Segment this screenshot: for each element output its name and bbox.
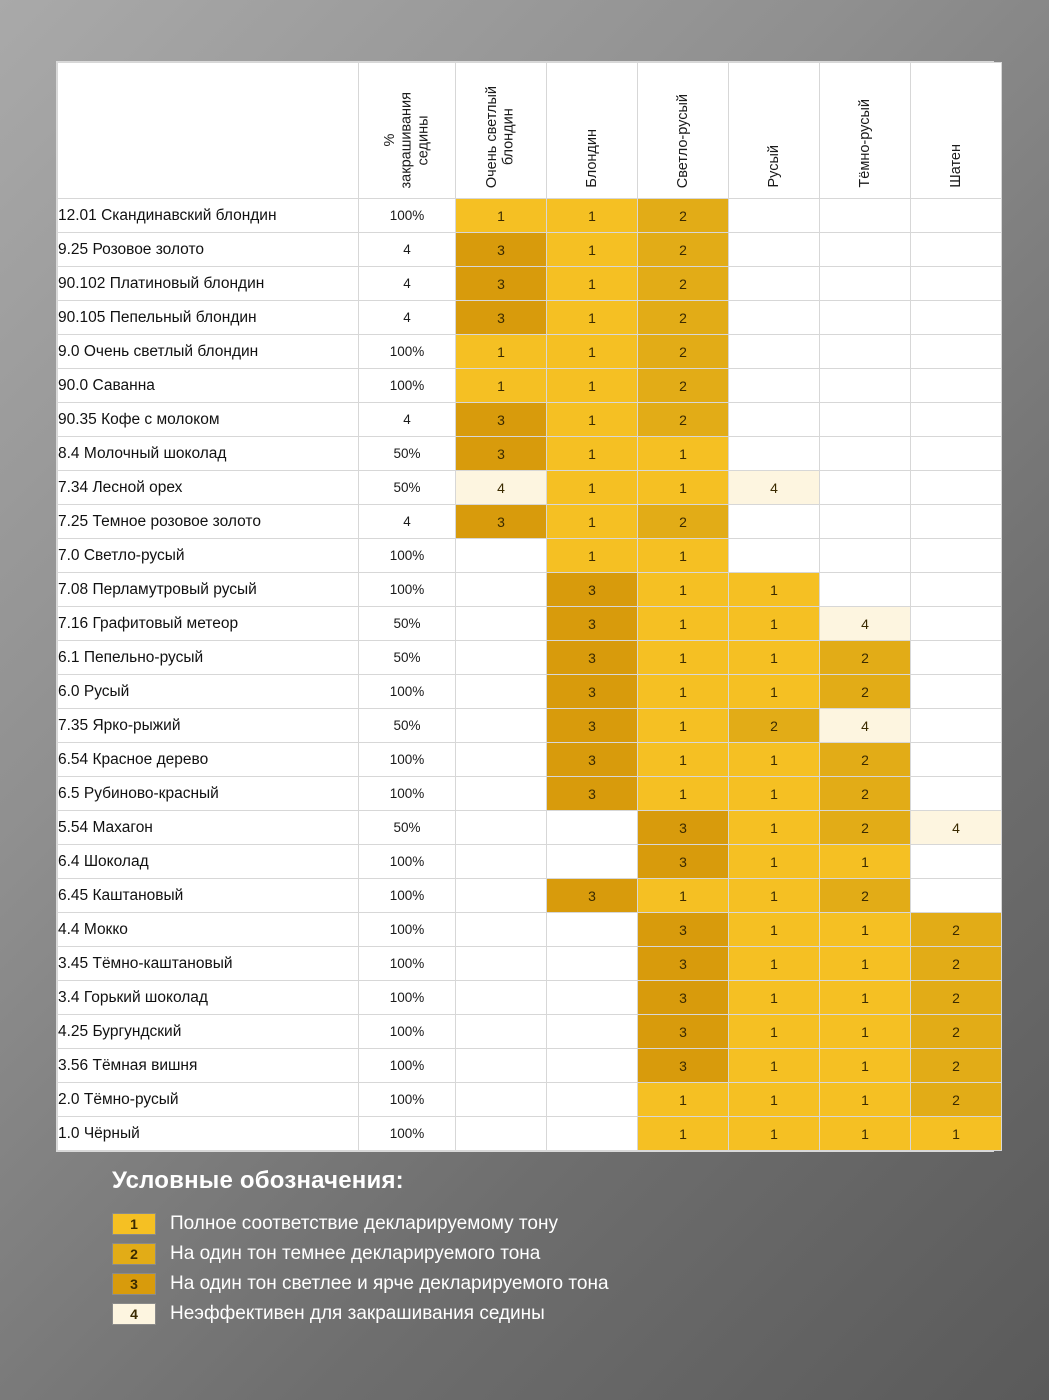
legend-swatch: 1 [112,1213,156,1235]
table-row [58,811,1002,845]
matrix-cell: 1 [729,1117,820,1151]
shade-name-cell: 4.4 Мокко [58,913,359,947]
matrix-cell [911,335,1002,369]
legend-rows [112,1209,972,1329]
gray-coverage-cell: 4 [359,403,456,437]
shade-name-cell: 9.25 Розовое золото [58,233,359,267]
header-chestnut [911,63,1002,199]
matrix-cell: 1 [820,1083,911,1117]
header-gray-coverage [359,63,456,199]
matrix-cell: 3 [456,301,547,335]
matrix-cell: 3 [456,403,547,437]
matrix-cell: 2 [638,301,729,335]
matrix-cell [456,879,547,913]
gray-coverage-cell: 100% [359,981,456,1015]
table-row [58,335,1002,369]
shade-name-cell: 1.0 Чёрный [58,1117,359,1151]
matrix-cell [456,641,547,675]
matrix-cell: 2 [911,1083,1002,1117]
header-very-light-blond-label: Очень светлый блондин [484,85,517,188]
matrix-cell [456,845,547,879]
matrix-cell [456,1117,547,1151]
table-row [58,981,1002,1015]
matrix-cell: 3 [547,777,638,811]
matrix-cell: 1 [820,947,911,981]
matrix-cell: 1 [729,913,820,947]
shade-name-cell: 7.16 Графитовый метеор [58,607,359,641]
table-row [58,233,1002,267]
matrix-cell [547,1015,638,1049]
matrix-cell [820,539,911,573]
matrix-cell [911,777,1002,811]
legend-swatch: 2 [112,1243,156,1265]
matrix-cell: 1 [820,1015,911,1049]
gray-coverage-cell: 100% [359,675,456,709]
gray-coverage-cell: 100% [359,777,456,811]
matrix-cell [547,913,638,947]
shade-name-cell: 7.35 Ярко-рыжий [58,709,359,743]
table-row [58,1083,1002,1117]
matrix-cell [911,403,1002,437]
gray-coverage-cell: 100% [359,199,456,233]
matrix-cell: 1 [911,1117,1002,1151]
gray-coverage-cell: 4 [359,267,456,301]
matrix-cell: 3 [547,709,638,743]
table-row [58,709,1002,743]
table-row [58,743,1002,777]
header-light-brown [638,63,729,199]
shade-name-cell: 5.54 Махагон [58,811,359,845]
table-row [58,777,1002,811]
matrix-cell: 4 [729,471,820,505]
matrix-cell [911,743,1002,777]
matrix-cell: 1 [729,811,820,845]
header-gray-coverage-label: % закрашивания седины [381,91,432,188]
matrix-cell: 1 [547,233,638,267]
matrix-cell [547,1117,638,1151]
matrix-cell [911,879,1002,913]
matrix-cell: 3 [638,845,729,879]
gray-coverage-cell: 100% [359,573,456,607]
matrix-cell: 1 [547,301,638,335]
matrix-cell: 3 [638,947,729,981]
table-row [58,573,1002,607]
legend-swatch: 4 [112,1303,156,1325]
table-body [58,199,1002,1151]
matrix-cell: 1 [638,607,729,641]
shade-name-cell: 3.4 Горький шоколад [58,981,359,1015]
matrix-cell [729,539,820,573]
matrix-cell [729,199,820,233]
shade-coverage-table [57,62,1002,1151]
matrix-cell: 2 [638,505,729,539]
legend-label: Полное соответствие декларируемому тону [170,1213,558,1234]
table-row [58,675,1002,709]
table-row [58,641,1002,675]
matrix-cell: 1 [638,709,729,743]
matrix-cell [729,335,820,369]
matrix-cell: 1 [638,471,729,505]
header-dark-brown-label: Тёмно-русый [856,99,873,188]
matrix-cell: 3 [638,1015,729,1049]
matrix-cell [547,1083,638,1117]
header-dark-brown [820,63,911,199]
shade-name-cell: 90.102 Платиновый блондин [58,267,359,301]
matrix-cell: 3 [638,1049,729,1083]
matrix-cell: 1 [456,199,547,233]
shade-name-cell: 90.35 Кофе с молоком [58,403,359,437]
matrix-cell: 3 [547,879,638,913]
matrix-cell: 2 [911,1015,1002,1049]
legend-item [112,1209,972,1239]
matrix-cell [456,1015,547,1049]
gray-coverage-cell: 50% [359,607,456,641]
matrix-cell [820,403,911,437]
matrix-cell [729,301,820,335]
table-row [58,471,1002,505]
matrix-cell [820,301,911,335]
matrix-cell [820,267,911,301]
matrix-cell: 1 [729,743,820,777]
matrix-cell: 2 [638,335,729,369]
matrix-cell: 2 [820,641,911,675]
legend-swatch: 3 [112,1273,156,1295]
matrix-cell: 3 [638,913,729,947]
gray-coverage-cell: 4 [359,233,456,267]
matrix-cell: 3 [456,505,547,539]
matrix-cell: 1 [729,1083,820,1117]
legend-item [112,1239,972,1269]
matrix-cell: 2 [820,675,911,709]
matrix-cell [729,437,820,471]
table-row [58,1049,1002,1083]
matrix-cell: 1 [547,471,638,505]
matrix-cell: 4 [911,811,1002,845]
gray-coverage-cell: 4 [359,301,456,335]
matrix-cell [820,437,911,471]
gray-coverage-cell: 100% [359,1015,456,1049]
matrix-cell [729,403,820,437]
legend-label: На один тон темнее декларируемого тона [170,1243,541,1264]
table-row [58,879,1002,913]
matrix-cell [820,573,911,607]
header-chestnut-label: Шатен [947,144,964,188]
matrix-cell [456,913,547,947]
matrix-cell [911,301,1002,335]
gray-coverage-cell: 100% [359,947,456,981]
matrix-cell [456,811,547,845]
table-row [58,505,1002,539]
matrix-cell: 1 [729,1015,820,1049]
shade-name-cell: 7.34 Лесной орех [58,471,359,505]
gray-coverage-cell: 100% [359,879,456,913]
matrix-cell: 2 [638,199,729,233]
matrix-cell: 3 [638,811,729,845]
matrix-cell: 1 [638,539,729,573]
header-shade-name [58,63,359,199]
matrix-cell: 3 [547,743,638,777]
gray-coverage-cell: 50% [359,811,456,845]
matrix-cell [456,947,547,981]
matrix-cell: 2 [911,981,1002,1015]
matrix-cell: 1 [729,947,820,981]
legend [112,1167,972,1329]
gray-coverage-cell: 100% [359,1049,456,1083]
shade-name-cell: 7.0 Светло-русый [58,539,359,573]
matrix-cell: 1 [729,641,820,675]
matrix-cell [820,369,911,403]
matrix-cell: 2 [638,233,729,267]
header-blond [547,63,638,199]
matrix-cell [911,505,1002,539]
matrix-cell: 1 [729,879,820,913]
gray-coverage-cell: 100% [359,913,456,947]
header-brown-label: Русый [765,145,782,188]
matrix-cell [547,845,638,879]
shade-name-cell: 2.0 Тёмно-русый [58,1083,359,1117]
matrix-cell [911,607,1002,641]
table-row [58,437,1002,471]
matrix-cell: 1 [820,1049,911,1083]
table-row [58,403,1002,437]
shade-name-cell: 7.25 Темное розовое золото [58,505,359,539]
gray-coverage-cell: 100% [359,845,456,879]
shade-name-cell: 8.4 Молочный шоколад [58,437,359,471]
matrix-cell: 1 [638,437,729,471]
matrix-cell: 2 [820,811,911,845]
matrix-cell [456,981,547,1015]
matrix-cell: 2 [638,403,729,437]
legend-label: Неэффективен для закрашивания седины [170,1303,545,1324]
matrix-cell: 3 [456,233,547,267]
legend-label: На один тон светлее и ярче декларируемого тона [170,1273,609,1294]
table-row [58,607,1002,641]
matrix-cell: 1 [547,267,638,301]
matrix-cell: 2 [638,369,729,403]
matrix-cell: 1 [729,981,820,1015]
table-row [58,845,1002,879]
header-very-light-blond [456,63,547,199]
shade-name-cell: 90.105 Пепельный блондин [58,301,359,335]
matrix-cell: 1 [729,845,820,879]
matrix-cell: 2 [820,743,911,777]
matrix-cell [456,743,547,777]
gray-coverage-cell: 50% [359,437,456,471]
matrix-cell [456,607,547,641]
gray-coverage-cell: 50% [359,641,456,675]
matrix-cell [547,1049,638,1083]
matrix-cell: 1 [638,879,729,913]
legend-item [112,1299,972,1329]
shade-name-cell: 12.01 Скандинавский блондин [58,199,359,233]
shade-name-cell: 9.0 Очень светлый блондин [58,335,359,369]
matrix-cell: 2 [820,879,911,913]
matrix-cell [729,267,820,301]
gray-coverage-cell: 50% [359,709,456,743]
matrix-cell: 1 [547,437,638,471]
shade-name-cell: 3.45 Тёмно-каштановый [58,947,359,981]
table-row [58,1015,1002,1049]
header-row [58,63,1002,199]
shade-name-cell: 6.0 Русый [58,675,359,709]
shade-name-cell: 6.1 Пепельно-русый [58,641,359,675]
matrix-cell [911,233,1002,267]
matrix-cell: 3 [547,675,638,709]
table-row [58,947,1002,981]
matrix-cell [911,471,1002,505]
matrix-cell [547,811,638,845]
matrix-cell: 1 [638,641,729,675]
matrix-cell [820,505,911,539]
gray-coverage-cell: 100% [359,369,456,403]
gray-coverage-cell: 100% [359,1083,456,1117]
matrix-cell [911,641,1002,675]
matrix-cell [911,437,1002,471]
matrix-cell: 1 [638,777,729,811]
matrix-cell [456,777,547,811]
matrix-cell [820,233,911,267]
shade-name-cell: 6.45 Каштановый [58,879,359,913]
matrix-cell: 1 [820,913,911,947]
legend-title: Условные обозначения: [112,1167,404,1194]
matrix-cell: 3 [456,267,547,301]
header-brown [729,63,820,199]
matrix-cell [547,947,638,981]
matrix-cell: 1 [820,845,911,879]
matrix-cell [911,199,1002,233]
matrix-cell: 2 [729,709,820,743]
matrix-cell: 1 [638,1117,729,1151]
matrix-cell: 2 [911,913,1002,947]
matrix-cell: 1 [729,675,820,709]
matrix-cell [911,267,1002,301]
matrix-cell [911,845,1002,879]
matrix-cell [911,539,1002,573]
matrix-cell: 1 [638,675,729,709]
shade-name-cell: 7.08 Перламутровый русый [58,573,359,607]
matrix-cell: 1 [729,1049,820,1083]
matrix-cell: 1 [820,981,911,1015]
matrix-cell: 1 [638,743,729,777]
matrix-cell: 1 [729,607,820,641]
matrix-cell [911,709,1002,743]
matrix-cell: 1 [638,573,729,607]
table-row [58,301,1002,335]
matrix-cell: 4 [820,709,911,743]
matrix-cell: 1 [729,777,820,811]
matrix-cell [456,1083,547,1117]
matrix-cell: 1 [547,369,638,403]
gray-coverage-cell: 50% [359,471,456,505]
table-row [58,267,1002,301]
matrix-cell: 4 [456,471,547,505]
matrix-cell: 1 [638,1083,729,1117]
matrix-cell: 3 [547,607,638,641]
matrix-cell [456,539,547,573]
matrix-cell [456,573,547,607]
color-matrix-sheet [57,62,993,1151]
matrix-cell: 3 [547,573,638,607]
matrix-cell [911,675,1002,709]
table-row [58,539,1002,573]
gray-coverage-cell: 100% [359,335,456,369]
matrix-cell: 1 [547,199,638,233]
matrix-cell: 2 [911,1049,1002,1083]
shade-name-cell: 4.25 Бургундский [58,1015,359,1049]
matrix-cell: 2 [638,267,729,301]
gray-coverage-cell: 100% [359,539,456,573]
legend-item [112,1269,972,1299]
matrix-cell [820,471,911,505]
matrix-cell [729,233,820,267]
matrix-cell [820,335,911,369]
matrix-cell: 3 [456,437,547,471]
gray-coverage-cell: 100% [359,743,456,777]
matrix-cell: 1 [456,369,547,403]
matrix-cell: 2 [911,947,1002,981]
matrix-cell [911,573,1002,607]
table-row [58,199,1002,233]
shade-name-cell: 6.4 Шоколад [58,845,359,879]
header-blond-label: Блондин [583,129,600,188]
matrix-cell: 1 [820,1117,911,1151]
table-row [58,913,1002,947]
matrix-cell: 1 [547,505,638,539]
matrix-cell [547,981,638,1015]
gray-coverage-cell: 100% [359,1117,456,1151]
matrix-cell: 3 [638,981,729,1015]
matrix-cell [456,1049,547,1083]
shade-name-cell: 6.54 Красное дерево [58,743,359,777]
header-light-brown-label: Светло-русый [674,93,691,188]
matrix-cell [729,369,820,403]
gray-coverage-cell: 4 [359,505,456,539]
matrix-cell: 1 [547,539,638,573]
matrix-cell [456,675,547,709]
matrix-cell [820,199,911,233]
matrix-cell: 2 [820,777,911,811]
matrix-cell: 1 [456,335,547,369]
shade-name-cell: 6.5 Рубиново-красный [58,777,359,811]
matrix-cell: 1 [729,573,820,607]
matrix-cell [911,369,1002,403]
shade-name-cell: 3.56 Тёмная вишня [58,1049,359,1083]
table-head [58,63,1002,199]
table-row [58,369,1002,403]
table-row [58,1117,1002,1151]
shade-name-cell: 90.0 Саванна [58,369,359,403]
matrix-cell: 1 [547,403,638,437]
matrix-cell: 3 [547,641,638,675]
matrix-cell: 4 [820,607,911,641]
matrix-cell: 1 [547,335,638,369]
matrix-cell [729,505,820,539]
matrix-cell [456,709,547,743]
